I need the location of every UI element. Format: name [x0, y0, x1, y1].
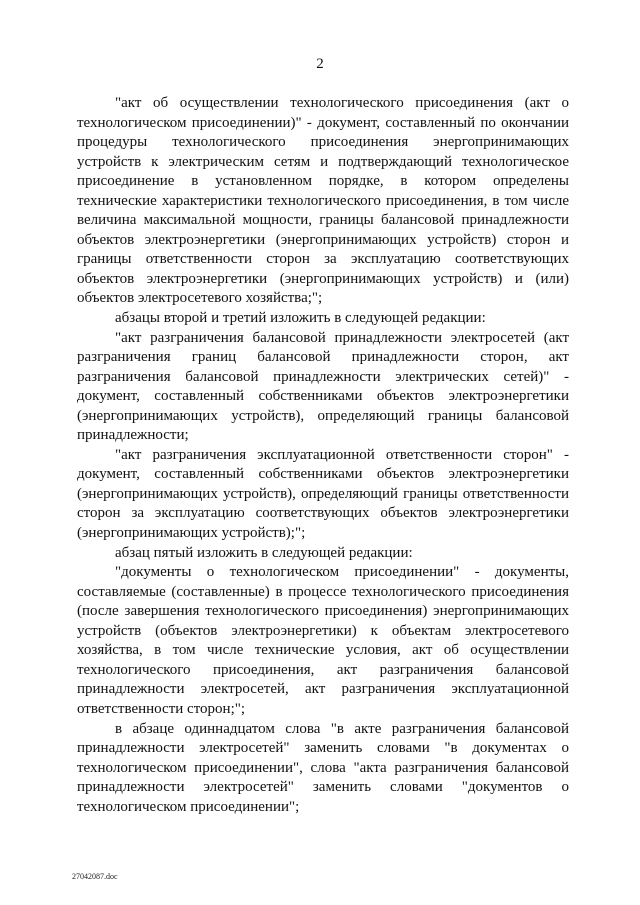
page-number: 2 — [316, 56, 324, 72]
paragraph-definition-balance-act: "акт разграничения балансовой принадлежности электросетей (акт разграничения границ балансовой принадлежности сторон, акт разграничения балансовой принадлежности электрических сетей)" - документ, составленный собственниками объектов электроэнергетики (энергопринимающих устройств), определяющий границы балансовой принадлежности; — [77, 329, 569, 444]
footer-file-code: 27042087.doc — [72, 872, 118, 881]
paragraph-definition-operational-act: "акт разграничения эксплуатационной ответственности сторон" - документ, составленный собственниками объектов электроэнергетики (энергопринимающих устройств), определяющий границы ответственности сторон за эксплуатацию соответствующих объектов электроэнергетики (энергопринимающих устройств);"; — [77, 446, 569, 542]
paragraph-instruction-second-third: абзацы второй и третий изложить в следующей редакции: — [115, 310, 486, 327]
paragraph-definition-act-connection: "акт об осуществлении технологического присоединения (акт о технологическом присоединении)" - документ, составленный по окончании процедуры технологического присоединения энергопринимающих устройств к электрическим сетям и подтверждающий технологическое присоединение в установленном порядке, в котором определены технические характеристики технологического присоединения, в том числе величина максимальной мощности, границы балансовой принадлежности объектов электроэнергетики (энергопринимающих устройств) сторон и границы ответственности сторон за эксплуатацию соответствующих объектов электроэнергетики (энергопринимающих устройств) и (или) объектов электросетевого хозяйства;"; — [77, 95, 569, 307]
paragraph-instruction-fifth: абзац пятый изложить в следующей редакции: — [115, 544, 413, 561]
paragraph-definition-documents: "документы о технологическом присоединении" - документы, составляемые (составленные) в процессе технологического присоединения (после завершения технологического присоединения) энергопринимающих устройств (объектов электроэнергетики) к объектам электросетевого хозяйства, в том числе технические условия, акт об осуществлении технологического присоединения, акт разграничения балансовой принадлежности электросетей, акт разграничения эксплуатационной ответственности сторон;"; — [77, 564, 569, 717]
paragraph-instruction-eleventh: в абзаце одиннадцатом слова "в акте разграничения балансовой принадлежности электросетей" заменить словами "в документах о технологическом присоединении", слова "акта разграничения балансовой принадлежности электросетей" заменить словами "документов о технологическом присоединении"; — [77, 720, 569, 815]
document-body — [77, 94, 569, 817]
